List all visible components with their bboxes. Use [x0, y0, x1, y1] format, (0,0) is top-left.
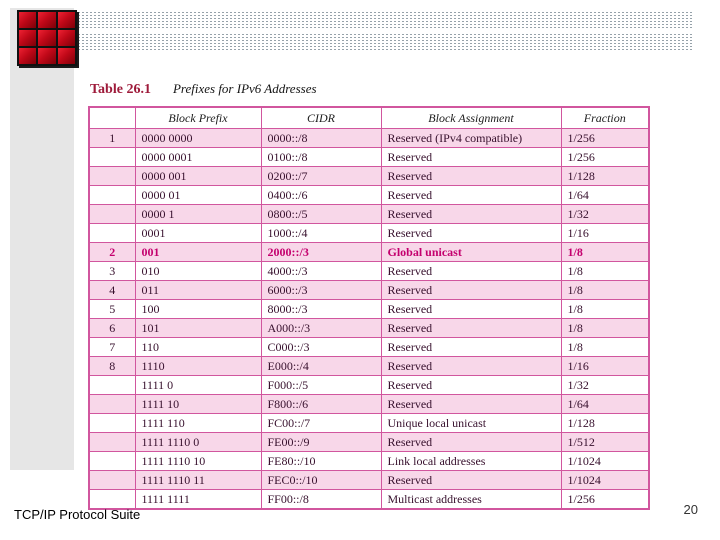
cidr-cell: 0800::/5: [261, 205, 381, 224]
row-number-cell: 4: [89, 281, 135, 300]
block-prefix-cell: 0000 0001: [135, 148, 261, 167]
fraction-cell: 1/32: [561, 205, 649, 224]
footer-title: TCP/IP Protocol Suite: [14, 507, 141, 522]
logo-cell: [58, 12, 75, 28]
table-caption-title: Prefixes for IPv6 Addresses: [172, 81, 317, 96]
block-assignment-cell: Reserved: [381, 338, 561, 357]
row-number-cell: 1: [89, 129, 135, 148]
cidr-cell: FE80::/10: [261, 452, 381, 471]
table-row: [89, 471, 649, 490]
fraction-cell: 1/32: [561, 376, 649, 395]
fraction-cell: 1/128: [561, 414, 649, 433]
table-row: [89, 452, 649, 471]
cidr-cell: 0000::/8: [261, 129, 381, 148]
row-number-cell: 3: [89, 262, 135, 281]
row-number-cell: [89, 167, 135, 186]
block-assignment-cell: Reserved: [381, 300, 561, 319]
table-row: [89, 338, 649, 357]
cidr-cell: 0100::/8: [261, 148, 381, 167]
table-row: [89, 148, 649, 167]
row-number-cell: [89, 395, 135, 414]
table-row: [89, 129, 649, 148]
table-caption-label: Table 26.1: [90, 82, 151, 97]
table-row: [89, 167, 649, 186]
fraction-cell: 1/256: [561, 129, 649, 148]
dotted-lines-band-bottom: [78, 34, 692, 52]
block-assignment-cell: Reserved: [381, 319, 561, 338]
block-assignment-cell: Multicast addresses: [381, 490, 561, 510]
table-row: [89, 281, 649, 300]
page-number: 20: [683, 502, 698, 517]
logo-cell: [19, 30, 36, 46]
fraction-cell: 1/128: [561, 167, 649, 186]
fraction-cell: 1/512: [561, 433, 649, 452]
dotted-lines-band-top: [78, 12, 692, 30]
header-blank: [89, 107, 135, 129]
block-prefix-cell: 0000 001: [135, 167, 261, 186]
fraction-cell: 1/16: [561, 357, 649, 376]
header-fraction: Fraction: [561, 107, 649, 129]
row-number-cell: [89, 452, 135, 471]
logo-cell: [58, 30, 75, 46]
table-row: [89, 224, 649, 243]
fraction-cell: 1/1024: [561, 452, 649, 471]
row-number-cell: [89, 433, 135, 452]
block-assignment-cell: Global unicast: [381, 243, 561, 262]
fraction-cell: 1/8: [561, 243, 649, 262]
block-prefix-cell: 010: [135, 262, 261, 281]
block-assignment-cell: Link local addresses: [381, 452, 561, 471]
table-row: [89, 186, 649, 205]
row-number-cell: [89, 205, 135, 224]
block-assignment-cell: Reserved: [381, 262, 561, 281]
row-number-cell: 7: [89, 338, 135, 357]
block-assignment-cell: Reserved: [381, 205, 561, 224]
cidr-cell: FF00::/8: [261, 490, 381, 510]
cidr-cell: 2000::/3: [261, 243, 381, 262]
table-row: [89, 262, 649, 281]
block-prefix-cell: 110: [135, 338, 261, 357]
block-prefix-cell: 0001: [135, 224, 261, 243]
row-number-cell: [89, 186, 135, 205]
cidr-cell: 6000::/3: [261, 281, 381, 300]
table-row: [89, 243, 649, 262]
table-caption: [90, 80, 317, 98]
logo-cell: [19, 48, 36, 64]
block-prefix-cell: 100: [135, 300, 261, 319]
fraction-cell: 1/64: [561, 395, 649, 414]
row-number-cell: 6: [89, 319, 135, 338]
table-row: [89, 300, 649, 319]
block-assignment-cell: Reserved: [381, 224, 561, 243]
table-header-row: [89, 107, 649, 129]
block-assignment-cell: Reserved: [381, 433, 561, 452]
fraction-cell: 1/8: [561, 281, 649, 300]
block-prefix-cell: 011: [135, 281, 261, 300]
row-number-cell: [89, 414, 135, 433]
block-assignment-cell: Unique local unicast: [381, 414, 561, 433]
table-row: [89, 414, 649, 433]
table-row: [89, 490, 649, 510]
cidr-cell: FC00::/7: [261, 414, 381, 433]
block-prefix-cell: 1111 1110 11: [135, 471, 261, 490]
table-row: [89, 395, 649, 414]
cidr-cell: 0200::/7: [261, 167, 381, 186]
header-block-prefix: Block Prefix: [135, 107, 261, 129]
block-prefix-cell: 101: [135, 319, 261, 338]
cidr-cell: E000::/4: [261, 357, 381, 376]
fraction-cell: 1/8: [561, 319, 649, 338]
ipv6-prefix-table: [88, 106, 650, 510]
row-number-cell: [89, 471, 135, 490]
cidr-cell: 4000::/3: [261, 262, 381, 281]
cidr-cell: FEC0::/10: [261, 471, 381, 490]
block-prefix-cell: 001: [135, 243, 261, 262]
block-assignment-cell: Reserved: [381, 148, 561, 167]
block-prefix-cell: 1111 110: [135, 414, 261, 433]
row-number-cell: 8: [89, 357, 135, 376]
cidr-cell: F000::/5: [261, 376, 381, 395]
header-block-assignment: Block Assignment: [381, 107, 561, 129]
fraction-cell: 1/8: [561, 338, 649, 357]
fraction-cell: 1/1024: [561, 471, 649, 490]
logo-cell: [58, 48, 75, 64]
cidr-cell: FE00::/9: [261, 433, 381, 452]
logo-cell: [19, 12, 36, 28]
block-assignment-cell: Reserved: [381, 471, 561, 490]
table-row: [89, 357, 649, 376]
table-row: [89, 205, 649, 224]
cidr-cell: 0400::/6: [261, 186, 381, 205]
table-row: [89, 376, 649, 395]
block-prefix-cell: 1111 10: [135, 395, 261, 414]
block-prefix-cell: 0000 1: [135, 205, 261, 224]
table-row: [89, 319, 649, 338]
cidr-cell: C000::/3: [261, 338, 381, 357]
block-prefix-cell: 1111 0: [135, 376, 261, 395]
fraction-cell: 1/8: [561, 300, 649, 319]
header-cidr: CIDR: [261, 107, 381, 129]
fraction-cell: 1/256: [561, 490, 649, 510]
left-gray-bar: [10, 8, 74, 470]
cidr-cell: 8000::/3: [261, 300, 381, 319]
block-assignment-cell: Reserved: [381, 281, 561, 300]
block-assignment-cell: Reserved: [381, 376, 561, 395]
row-number-cell: 2: [89, 243, 135, 262]
block-prefix-cell: 1111 1110 0: [135, 433, 261, 452]
cidr-cell: A000::/3: [261, 319, 381, 338]
row-number-cell: [89, 148, 135, 167]
row-number-cell: [89, 376, 135, 395]
logo-cell: [38, 48, 55, 64]
row-number-cell: [89, 224, 135, 243]
block-prefix-cell: 0000 0000: [135, 129, 261, 148]
fraction-cell: 1/16: [561, 224, 649, 243]
block-assignment-cell: Reserved: [381, 357, 561, 376]
block-assignment-cell: Reserved (IPv4 compatible): [381, 129, 561, 148]
block-assignment-cell: Reserved: [381, 395, 561, 414]
fraction-cell: 1/256: [561, 148, 649, 167]
fraction-cell: 1/8: [561, 262, 649, 281]
red-grid-logo: [17, 10, 77, 66]
block-prefix-cell: 0000 01: [135, 186, 261, 205]
block-prefix-cell: 1111 1111: [135, 490, 261, 510]
block-prefix-cell: 1111 1110 10: [135, 452, 261, 471]
block-assignment-cell: Reserved: [381, 167, 561, 186]
logo-cell: [38, 30, 55, 46]
fraction-cell: 1/64: [561, 186, 649, 205]
cidr-cell: F800::/6: [261, 395, 381, 414]
block-assignment-cell: Reserved: [381, 186, 561, 205]
table-row: [89, 433, 649, 452]
row-number-cell: 5: [89, 300, 135, 319]
block-prefix-cell: 1110: [135, 357, 261, 376]
cidr-cell: 1000::/4: [261, 224, 381, 243]
logo-cell: [38, 12, 55, 28]
